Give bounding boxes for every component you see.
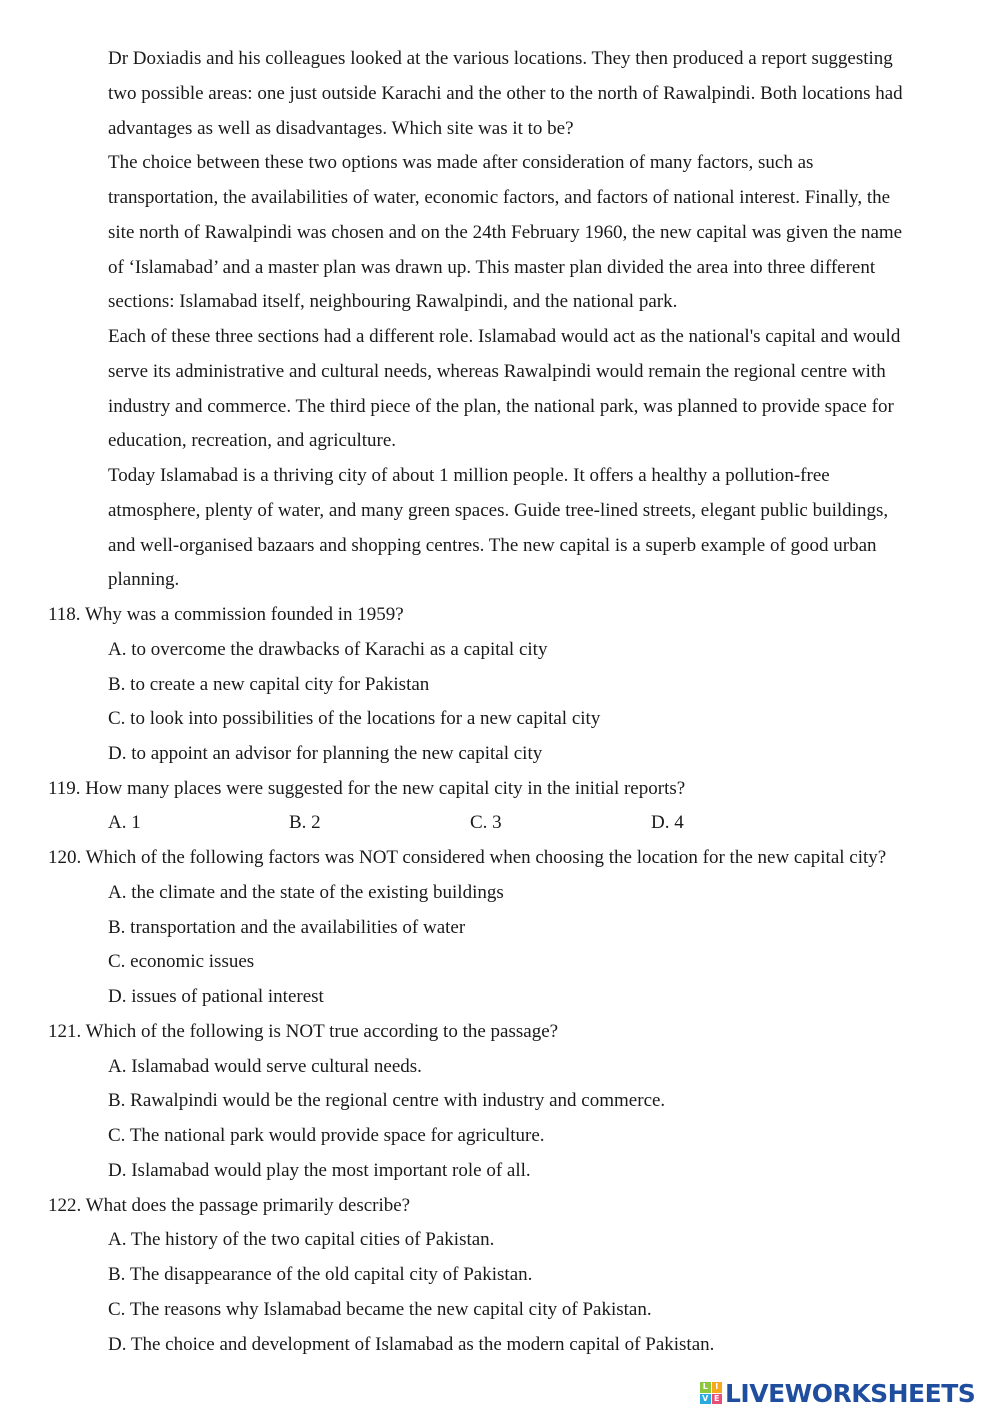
question-stem: 121. Which of the following is NOT true according to the passage? — [48, 1021, 559, 1042]
logo-tile: E — [712, 1394, 723, 1405]
option-d[interactable]: D. to appoint an advisor for planning the new capital city — [108, 743, 543, 764]
option-b[interactable]: B. Rawalpindi would be the regional centre with industry and commerce. — [108, 1090, 666, 1111]
passage-line: transportation, the availabilities of water, economic factors, and factors of national interest. Finally, the — [108, 187, 891, 208]
passage-line: advantages as well as disadvantages. Which site was it to be? — [108, 118, 574, 139]
logo-tile: V — [700, 1394, 711, 1405]
passage-line: The choice between these two options was made after consideration of many factors, such as — [108, 152, 814, 173]
brand-text: LIVEWORKSHEETS — [725, 1378, 976, 1408]
option-a[interactable]: A. the climate and the state of the existing buildings — [108, 882, 504, 903]
passage-line: planning. — [108, 569, 180, 590]
option-a[interactable]: A. 1 — [108, 812, 141, 833]
passage-line: Today Islamabad is a thriving city of about 1 million people. It offers a healthy a pollution-free — [108, 465, 830, 486]
question-stem: 119. How many places were suggested for the new capital city in the initial reports? — [48, 778, 686, 799]
option-b[interactable]: B. 2 — [289, 812, 321, 833]
option-c[interactable]: C. The reasons why Islamabad became the new capital city of Pakistan. — [108, 1299, 652, 1320]
passage-line: Each of these three sections had a different role. Islamabad would act as the national's capital and would — [108, 326, 901, 347]
passage-line: atmosphere, plenty of water, and many green spaces. Guide tree-lined streets, elegant public buildings, — [108, 500, 889, 521]
passage-line: two possible areas: one just outside Karachi and the other to the north of Rawalpindi. Both locations had — [108, 83, 903, 104]
option-b[interactable]: B. The disappearance of the old capital city of Pakistan. — [108, 1264, 533, 1285]
option-a[interactable]: A. Islamabad would serve cultural needs. — [108, 1056, 422, 1077]
option-d[interactable]: D. 4 — [651, 812, 684, 833]
option-a[interactable]: A. to overcome the drawbacks of Karachi as a capital city — [108, 639, 548, 660]
option-b[interactable]: B. transportation and the availabilities of water — [108, 917, 466, 938]
options-row — [0, 811, 1000, 835]
passage-line: site north of Rawalpindi was chosen and on the 24th February 1960, the new capital was given the name — [108, 222, 903, 243]
passage-line: serve its administrative and cultural needs, whereas Rawalpindi would remain the regional centre with — [108, 361, 886, 382]
passage-line: sections: Islamabad itself, neighbouring Rawalpindi, and the national park. — [108, 291, 678, 312]
logo-tile: L — [700, 1382, 711, 1393]
option-b[interactable]: B. to create a new capital city for Pakistan — [108, 674, 430, 695]
passage-line: of ‘Islamabad’ and a master plan was drawn up. This master plan divided the area into three different — [108, 257, 876, 278]
passage-line: education, recreation, and agriculture. — [108, 430, 397, 451]
option-c[interactable]: C. The national park would provide space for agriculture. — [108, 1125, 545, 1146]
brand-logo-icon — [700, 1382, 722, 1404]
option-c[interactable]: C. 3 — [470, 812, 502, 833]
passage-line: industry and commerce. The third piece of the plan, the national park, was planned to provide space for — [108, 396, 894, 417]
question-stem: 120. Which of the following factors was NOT considered when choosing the location for the new capital city? — [48, 847, 887, 868]
option-d[interactable]: D. issues of pational interest — [108, 986, 324, 1007]
question-stem: 118. Why was a commission founded in 1959? — [48, 604, 404, 625]
option-d[interactable]: D. Islamabad would play the most important role of all. — [108, 1160, 531, 1181]
option-a[interactable]: A. The history of the two capital cities of Pakistan. — [108, 1229, 495, 1250]
question-stem: 122. What does the passage primarily describe? — [48, 1195, 411, 1216]
option-c[interactable]: C. economic issues — [108, 951, 255, 972]
logo-tile: I — [712, 1382, 723, 1393]
liveworksheets-logo[interactable] — [700, 1378, 992, 1408]
passage-line: Dr Doxiadis and his colleagues looked at the various locations. They then produced a report suggesting — [108, 48, 893, 69]
option-c[interactable]: C. to look into possibilities of the locations for a new capital city — [108, 708, 601, 729]
option-d[interactable]: D. The choice and development of Islamabad as the modern capital of Pakistan. — [108, 1334, 715, 1355]
passage-line: and well-organised bazaars and shopping centres. The new capital is a superb example of good urban — [108, 535, 877, 556]
